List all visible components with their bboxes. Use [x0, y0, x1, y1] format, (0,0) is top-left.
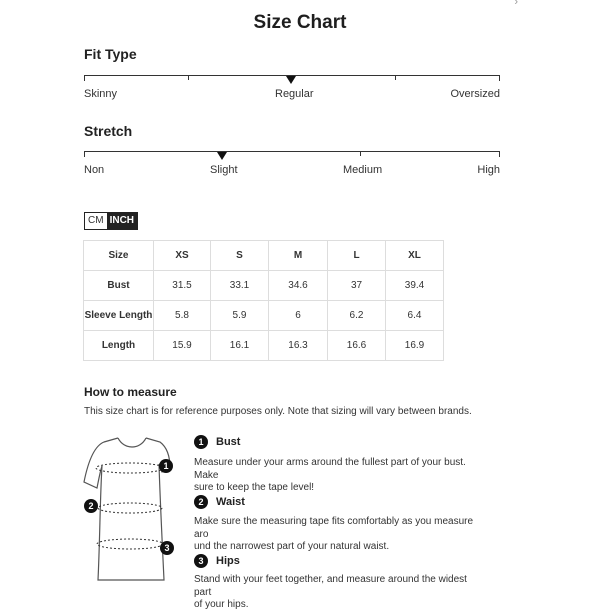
table-cell: 15.9 — [154, 331, 211, 361]
stretch-label-medium: Medium — [343, 164, 383, 176]
stretch-label-high: High — [477, 164, 500, 176]
table-row-label: Bust — [84, 271, 154, 301]
stretch-heading: Stretch — [84, 123, 133, 139]
waist-measure-line — [98, 503, 162, 513]
tshirt-neckline — [118, 438, 146, 447]
stretch-selected-marker — [217, 152, 227, 160]
table-cell: 5.8 — [154, 301, 211, 331]
table-header-cell: XL — [386, 241, 444, 271]
table-cell: 16.6 — [328, 331, 386, 361]
bust-number-badge: 1 — [194, 435, 208, 449]
table-row-label: Sleeve Length — [84, 301, 154, 331]
table-cell: 16.9 — [386, 331, 444, 361]
unit-cm-button[interactable]: CM — [85, 213, 107, 229]
waist-number-badge: 2 — [194, 495, 208, 509]
table-header-cell: M — [269, 241, 328, 271]
table-cell: 39.4 — [386, 271, 444, 301]
table-cell: 6.4 — [386, 301, 444, 331]
hips-measure-line — [97, 539, 163, 549]
table-cell: 37 — [328, 271, 386, 301]
table-cell: 16.1 — [211, 331, 269, 361]
table-cell: 31.5 — [154, 271, 211, 301]
stretch-scale — [84, 151, 500, 181]
table-header-cell: S — [211, 241, 269, 271]
chevron-right-icon[interactable]: › — [514, 0, 518, 8]
hips-description-line: Stand with your feet together, and measure around the widest part — [194, 574, 467, 598]
stretch-scale-line — [84, 151, 500, 157]
hips-number-badge: 3 — [194, 554, 208, 568]
fit-type-scale — [84, 75, 500, 105]
table-cell: 34.6 — [269, 271, 328, 301]
stretch-label-non: Non — [84, 164, 105, 176]
fit-type-label-regular: Regular — [275, 88, 314, 100]
unit-inch-button[interactable]: INCH — [107, 213, 137, 229]
table-cell: 33.1 — [211, 271, 269, 301]
bust-description-line: Measure under your arms around the fullest part of your bust. Make — [194, 457, 466, 481]
bust-title: Bust — [216, 436, 241, 448]
fit-type-label-oversized: Oversized — [450, 88, 500, 100]
tshirt-body — [98, 464, 164, 580]
hips-marker-badge: 3 — [160, 541, 174, 555]
stretch-label-slight: Slight — [210, 164, 238, 176]
table-header-row — [84, 241, 444, 271]
waist-description — [194, 516, 479, 554]
table-row-label: Length — [84, 331, 154, 361]
page-title: Size Chart — [253, 12, 347, 33]
fit-type-tick — [188, 76, 189, 80]
table-header-cell: Size — [84, 241, 154, 271]
waist-title: Waist — [216, 496, 245, 508]
table-cell: 6 — [269, 301, 328, 331]
waist-description-line: Make sure the measuring tape fits comfortably as you measure aro — [194, 516, 474, 540]
fit-type-selected-marker — [286, 76, 296, 84]
unit-toggle — [84, 212, 138, 230]
table-row — [84, 271, 444, 301]
size-table — [83, 240, 444, 361]
table-header-cell: XS — [154, 241, 211, 271]
bust-marker-badge: 1 — [159, 459, 173, 473]
reference-note: This size chart is for reference purposes only. Note that sizing will vary between brands. — [84, 406, 472, 417]
how-to-measure-title: How to measure — [84, 385, 177, 399]
stretch-tick — [360, 152, 361, 156]
table-cell: 5.9 — [211, 301, 269, 331]
table-header-cell: L — [328, 241, 386, 271]
waist-marker-badge: 2 — [84, 499, 98, 513]
hips-description — [194, 574, 479, 612]
waist-description-line: und the narrowest part of your natural waist. — [194, 541, 390, 552]
hips-description-line: of your hips. — [194, 599, 249, 610]
table-row — [84, 331, 444, 361]
hips-title: Hips — [216, 555, 240, 567]
fit-type-tick — [395, 76, 396, 80]
table-cell: 6.2 — [328, 301, 386, 331]
bust-measure-line — [96, 463, 164, 473]
table-row — [84, 301, 444, 331]
fit-type-heading: Fit Type — [84, 46, 137, 62]
bust-description — [194, 457, 479, 495]
table-cell: 16.3 — [269, 331, 328, 361]
fit-type-label-skinny: Skinny — [84, 88, 118, 100]
bust-description-line: sure to keep the tape level! — [194, 482, 315, 493]
